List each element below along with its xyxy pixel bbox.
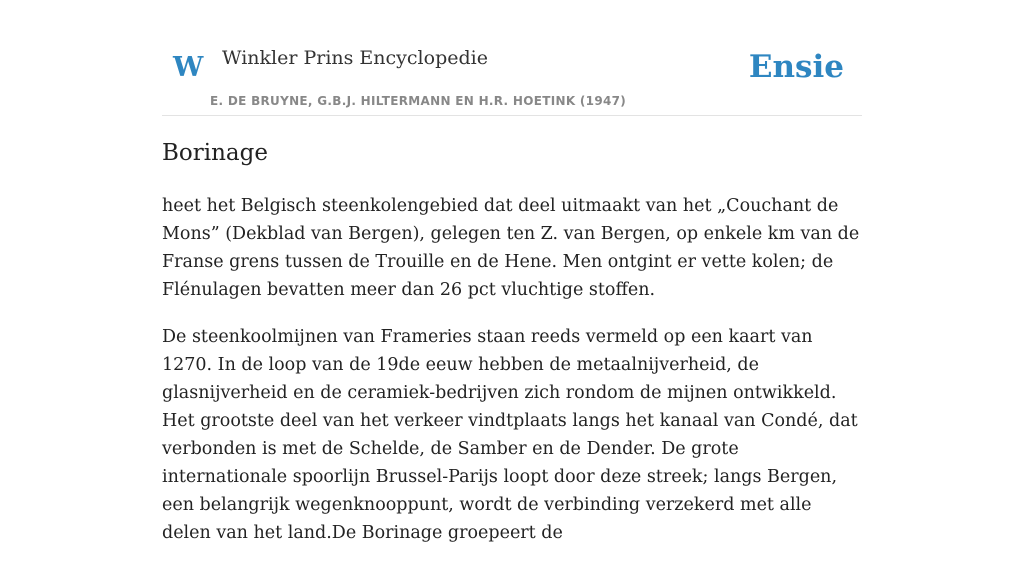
- article-body: [162, 192, 862, 566]
- publication-title[interactable]: Winkler Prins Encyclopedie: [222, 47, 488, 69]
- article-paragraph: De steenkoolmijnen van Frameries staan reeds vermeld op een kaart van 1270. In de loop van de 19de eeuw hebben de metaalnijverheid, de glasnijverheid en de ceramiek-bedrijven zich rondom de mijnen ontwikkeld. Het grootste deel van het verkeer vindtplaats langs het kanaal van Condé, dat verbonden is met de Schelde, de Samber en de Dender. De grote internationale spoorlijn Brussel-Parijs loopt door deze streek; langs Bergen, een belangrijk wegenknooppunt, wordt de verbinding verzekerd met alle delen van het land.De Borinage groepeert de: [162, 327, 858, 543]
- publication-logo[interactable]: W: [173, 52, 204, 83]
- article-title: Borinage: [162, 140, 268, 166]
- ensie-logo[interactable]: Ensie: [748, 49, 844, 85]
- publication-authors: E. DE BRUYNE, G.B.J. HILTERMANN EN H.R. HOETINK (1947): [210, 94, 627, 108]
- publication-header: [162, 40, 862, 116]
- article-paragraph: heet het Belgisch steenkolengebied dat deel uitmaakt van het „Couchant de Mons” (Dekblad van Bergen), gelegen ten Z. van Bergen, op enkele km van de Franse grens tussen de Trouille en de Hene. Men ontgint er vette kolen; de Flénulagen bevatten meer dan 26 pct vluchtige stoffen.: [162, 196, 860, 300]
